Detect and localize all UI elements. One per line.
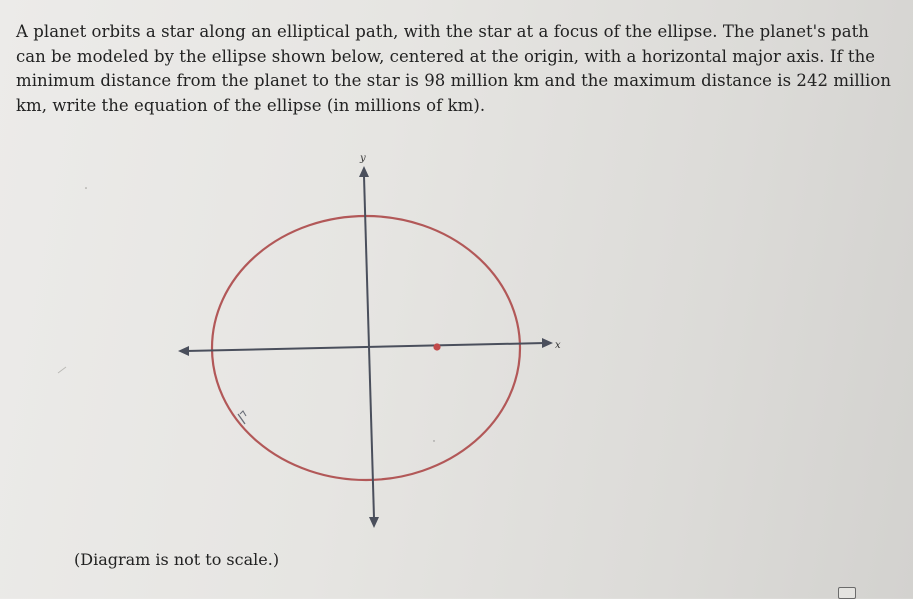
corner-badge-icon — [838, 587, 856, 599]
x-axis-left-arrow — [178, 346, 189, 356]
question-text: A planet orbits a star along an elliptical path, with the star at a focus of the ellipse. The planet's path can be modeled by the ellipse shown below, centered at the origin, with a horizontal major axis. If the minimum distance from the planet to the star is 98 million km and the maximum distance is 242 million km, write the equation of the ellipse (in millions of km). — [16, 22, 892, 115]
diagram-caption: (Diagram is not to scale.) — [74, 550, 280, 569]
y-axis-label: y — [360, 153, 366, 164]
x-axis-right-arrow — [542, 338, 553, 348]
pencil-dot — [85, 187, 87, 189]
x-axis-line — [186, 343, 545, 351]
focus-star-dot — [433, 343, 440, 350]
pencil-mark — [240, 411, 246, 416]
pencil-mark — [58, 367, 66, 373]
pencil-dot — [433, 440, 434, 441]
y-axis-bottom-arrow — [369, 517, 379, 528]
x-axis-label: x — [555, 340, 561, 351]
y-axis-top-arrow — [359, 166, 369, 177]
